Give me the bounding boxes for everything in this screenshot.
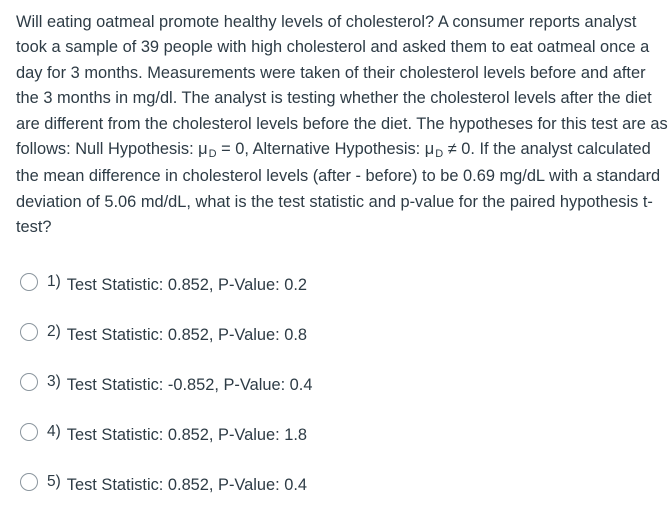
answer-number-1: 1) xyxy=(47,273,61,290)
answer-option-3[interactable] xyxy=(20,360,660,410)
answer-option-4[interactable] xyxy=(20,410,660,460)
question-part-3: ≠ 0. If the analyst calculated the mean difference in cholesterol levels (after - before) to be 0.69 mg/dL with a standard deviation of 5.06 md/dL, what is the test statistic and p-value for the paired hypothesis t-test? xyxy=(16,140,661,237)
answer-number-5: 5) xyxy=(47,473,61,490)
mu-subscript-alternative: D xyxy=(435,148,444,161)
radio-button-3[interactable] xyxy=(20,373,38,391)
radio-button-4[interactable] xyxy=(20,423,38,441)
question-part-2: = 0, Alternative Hypothesis: μ xyxy=(216,140,435,159)
answer-option-1[interactable] xyxy=(20,260,660,310)
radio-button-1[interactable] xyxy=(20,273,38,291)
answer-number-3: 3) xyxy=(47,373,61,390)
answer-option-2[interactable] xyxy=(20,310,660,360)
answer-number-4: 4) xyxy=(47,423,61,440)
radio-button-5[interactable] xyxy=(20,473,38,491)
answer-text-2: Test Statistic: 0.852, P-Value: 0.8 xyxy=(66,325,308,344)
radio-button-2[interactable] xyxy=(20,323,38,341)
answer-options xyxy=(20,260,660,510)
answer-text-1: Test Statistic: 0.852, P-Value: 0.2 xyxy=(66,275,308,294)
answer-text-3: Test Statistic: -0.852, P-Value: 0.4 xyxy=(66,375,313,394)
question-part-1: Will eating oatmeal promote healthy levels of cholesterol? A consumer reports analyst took a sample of 39 people with high cholesterol and asked them to eat oatmeal once a day for 3 months. Measurements were taken of their cholesterol levels before and after the 3 months in mg/dl. The analyst is testing whether the cholesterol levels after the diet are different from the cholesterol levels before the diet. The hypotheses for this test are as follows: Null Hypothesis: μ xyxy=(16,13,668,159)
answer-text-4: Test Statistic: 0.852, P-Value: 1.8 xyxy=(66,425,308,444)
answer-option-5[interactable] xyxy=(20,460,660,510)
mu-subscript-null: D xyxy=(208,148,217,161)
question-text xyxy=(16,10,668,241)
answer-number-2: 2) xyxy=(47,323,61,340)
answer-text-5: Test Statistic: 0.852, P-Value: 0.4 xyxy=(66,475,308,494)
